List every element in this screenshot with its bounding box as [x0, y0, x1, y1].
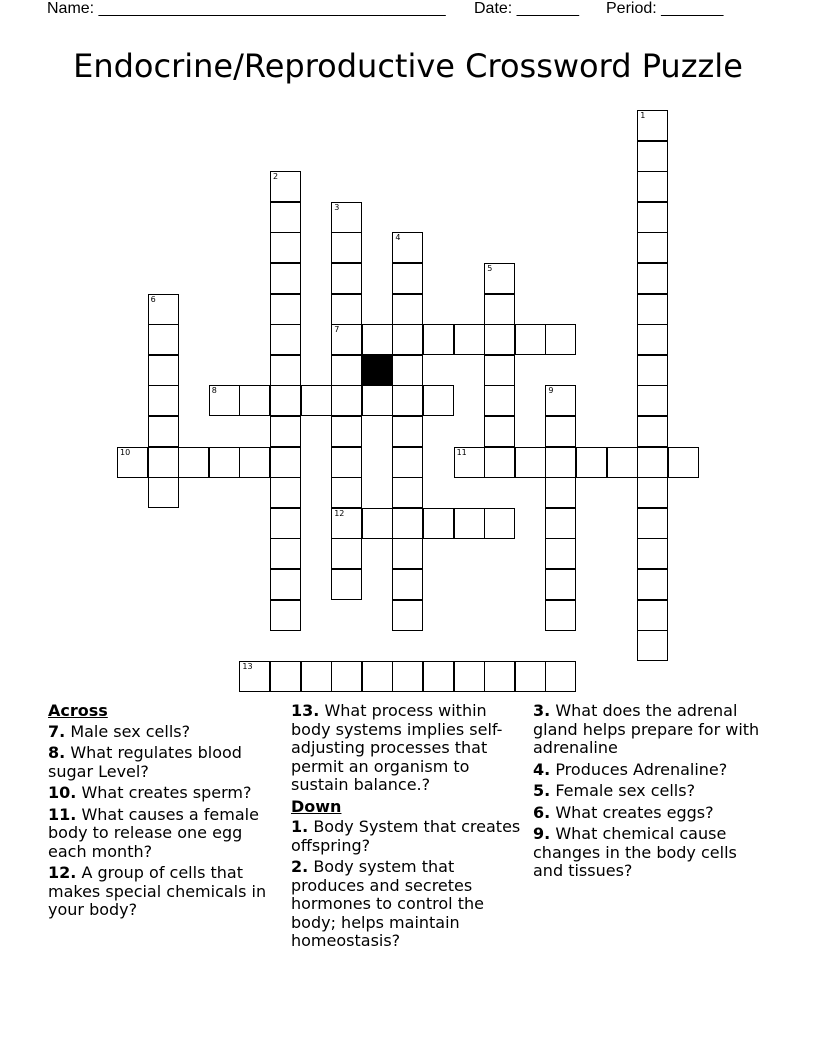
crossword-cell[interactable]: [515, 447, 546, 478]
crossword-cell[interactable]: [331, 385, 362, 416]
crossword-cell[interactable]: [484, 355, 515, 386]
crossword-cell[interactable]: [637, 355, 668, 386]
crossword-cell[interactable]: [392, 263, 423, 294]
crossword-cell[interactable]: [331, 324, 362, 355]
crossword-cell[interactable]: [148, 416, 179, 447]
cell-number: 3: [334, 202, 340, 212]
crossword-cell[interactable]: [515, 661, 546, 692]
crossword-cell[interactable]: [270, 263, 301, 294]
crossword-cell[interactable]: [239, 661, 270, 692]
crossword-cell[interactable]: [484, 447, 515, 478]
crossword-cell[interactable]: [331, 569, 362, 600]
crossword-cell[interactable]: [637, 538, 668, 569]
crossword-cell[interactable]: [576, 447, 607, 478]
crossword-cell[interactable]: [331, 263, 362, 294]
down-heading: Down: [291, 796, 342, 816]
crossword-cell[interactable]: [270, 477, 301, 508]
crossword-cell[interactable]: [484, 263, 515, 294]
cell-number: 13: [242, 661, 253, 671]
crossword-cell[interactable]: [392, 477, 423, 508]
crossword-cell[interactable]: [270, 355, 301, 386]
crossword-cell[interactable]: [117, 447, 148, 478]
crossword-cell[interactable]: [331, 538, 362, 569]
cell-number: 1: [640, 111, 646, 120]
crossword-cell[interactable]: [637, 110, 668, 141]
clue-down-4: 4. Produces Adrenaline?: [533, 759, 728, 779]
crossword-cell[interactable]: [637, 385, 668, 416]
crossword-cell[interactable]: [148, 324, 179, 355]
crossword-cell[interactable]: [392, 600, 423, 631]
cell-number: 4: [395, 233, 401, 243]
crossword-cell[interactable]: [209, 385, 240, 416]
crossword-cell[interactable]: [668, 447, 699, 478]
crossword-cell[interactable]: [392, 355, 423, 386]
crossword-cell[interactable]: [423, 324, 454, 355]
clue-across-8: 8. What regulates blood sugar Level?: [48, 743, 242, 781]
crossword-cell[interactable]: [392, 416, 423, 447]
crossword-cell[interactable]: [392, 385, 423, 416]
clue-down-5: 5. Female sex cells?: [533, 781, 696, 800]
clue-across-7: 7. Male sex cells?: [48, 721, 191, 741]
clues-column-1: [48, 702, 284, 923]
crossword-cell[interactable]: [637, 477, 668, 508]
crossword-cell[interactable]: [607, 447, 638, 478]
crossword-cell[interactable]: [637, 416, 668, 447]
crossword-cell[interactable]: [637, 263, 668, 294]
crossword-cell[interactable]: [270, 600, 301, 631]
crossword-cell[interactable]: [484, 416, 515, 447]
crossword-cell[interactable]: [270, 569, 301, 600]
crossword-cell[interactable]: [209, 447, 240, 478]
crossword-cell[interactable]: [362, 661, 393, 692]
crossword-cell[interactable]: [423, 661, 454, 692]
crossword-cell[interactable]: [637, 447, 668, 478]
cell-number: 12: [334, 508, 345, 518]
crossword-cell[interactable]: [392, 324, 423, 355]
crossword-cell[interactable]: [239, 447, 270, 478]
crossword-cell[interactable]: [484, 385, 515, 416]
period-field[interactable]: Period: _______: [606, 0, 724, 17]
crossword-cell[interactable]: [362, 324, 393, 355]
crossword-cell[interactable]: [392, 569, 423, 600]
crossword-cell[interactable]: [331, 294, 362, 325]
crossword-cell[interactable]: [392, 508, 423, 539]
crossword-cell[interactable]: [270, 232, 301, 263]
crossword-cell[interactable]: [331, 232, 362, 263]
crossword-cell[interactable]: [515, 324, 546, 355]
crossword-cell[interactable]: [637, 630, 668, 661]
crossword-cell[interactable]: [148, 447, 179, 478]
crossword-cell[interactable]: [637, 141, 668, 172]
crossword-cell[interactable]: [331, 477, 362, 508]
crossword-cell[interactable]: [148, 355, 179, 386]
crossword-cell[interactable]: [545, 416, 576, 447]
clue-down-2: 2. Body system that produces and secretes hormones to control the body; helps maintain homeostasis?: [291, 857, 484, 950]
clue-down-9: 9. What chemical cause changes in the body cells and tissues?: [533, 824, 737, 880]
crossword-cell[interactable]: [454, 661, 485, 692]
crossword-cell[interactable]: [637, 232, 668, 263]
crossword-cell[interactable]: [484, 661, 515, 692]
clue-across-12: 12. A group of cells that makes special chemicals in your body?: [48, 863, 267, 919]
cell-number: 2: [273, 172, 279, 182]
cell-number: 6: [150, 294, 156, 304]
cell-number: 5: [487, 264, 493, 273]
crossword-cell[interactable]: [270, 171, 301, 202]
clue-down-6: 6. What creates eggs?: [533, 802, 714, 822]
blocked-cell: [362, 355, 393, 386]
crossword-cell[interactable]: [545, 661, 576, 692]
crossword-cell[interactable]: [545, 600, 576, 631]
crossword-cell[interactable]: [545, 477, 576, 508]
crossword-cell[interactable]: [148, 385, 179, 416]
cell-number: 8: [211, 386, 217, 396]
crossword-cell[interactable]: [178, 447, 209, 478]
crossword-cell[interactable]: [423, 508, 454, 539]
crossword-cell[interactable]: [484, 508, 515, 539]
clue-across-11: 11. What causes a female body to release one egg each month?: [48, 804, 259, 861]
crossword-cell[interactable]: [270, 294, 301, 325]
crossword-cell[interactable]: [331, 447, 362, 478]
cell-number: 11: [456, 447, 467, 457]
crossword-cell[interactable]: [545, 447, 576, 478]
crossword-cell[interactable]: [392, 447, 423, 478]
crossword-cell[interactable]: [301, 385, 332, 416]
crossword-cell[interactable]: [637, 202, 668, 233]
crossword-cell[interactable]: [239, 385, 270, 416]
crossword-cell[interactable]: [545, 538, 576, 569]
crossword-cell[interactable]: [637, 294, 668, 325]
crossword-cell[interactable]: [637, 508, 668, 539]
crossword-cell[interactable]: [362, 385, 393, 416]
crossword-cell[interactable]: [331, 202, 362, 233]
crossword-cell[interactable]: [545, 324, 576, 355]
crossword-cell[interactable]: [637, 569, 668, 600]
clue-across-10: 10. What creates sperm?: [48, 783, 252, 802]
date-field[interactable]: Date: _______: [474, 0, 579, 17]
crossword-cell[interactable]: [148, 294, 179, 325]
crossword-cell[interactable]: [545, 385, 576, 416]
crossword-cell[interactable]: [270, 385, 301, 416]
crossword-cell[interactable]: [454, 508, 485, 539]
crossword-cell[interactable]: [148, 477, 179, 508]
crossword-cell[interactable]: [454, 324, 485, 355]
crossword-cell[interactable]: [270, 324, 301, 355]
crossword-cell[interactable]: [392, 661, 423, 692]
crossword-cell[interactable]: [270, 538, 301, 569]
cell-number: 10: [120, 447, 131, 457]
crossword-cell[interactable]: [392, 232, 423, 263]
cell-number: 7: [334, 325, 340, 335]
crossword-cell[interactable]: [331, 355, 362, 386]
crossword-cell[interactable]: [637, 600, 668, 631]
across-heading: Across: [48, 701, 108, 720]
crossword-cell[interactable]: [270, 447, 301, 478]
crossword-cell[interactable]: [362, 508, 393, 539]
crossword-cell[interactable]: [301, 661, 332, 692]
clues-column-3: [533, 702, 769, 884]
cell-number: 9: [548, 386, 554, 396]
crossword-cell[interactable]: [454, 447, 485, 478]
crossword-cell[interactable]: [484, 294, 515, 325]
clue-across-13: 13. What process within body systems implies self-adjusting processes that permit an organism to sustain balance.?: [291, 701, 503, 794]
crossword-cell[interactable]: [637, 324, 668, 355]
crossword-cell[interactable]: [270, 416, 301, 447]
crossword-cell[interactable]: [270, 661, 301, 692]
crossword-cell[interactable]: [637, 171, 668, 202]
crossword-cell[interactable]: [331, 416, 362, 447]
crossword-cell[interactable]: [270, 202, 301, 233]
crossword-cell[interactable]: [545, 508, 576, 539]
clues-column-2: [291, 702, 527, 954]
clue-down-1: 1. Body System that creates offspring?: [291, 817, 521, 855]
crossword-cell[interactable]: [331, 661, 362, 692]
crossword-cell[interactable]: [392, 294, 423, 325]
name-field[interactable]: Name: _______________________________________: [47, 0, 446, 17]
page-title: Endocrine/Reproductive Crossword Puzzle: [73, 47, 743, 85]
crossword-cell[interactable]: [392, 538, 423, 569]
crossword-cell[interactable]: [423, 385, 454, 416]
clue-down-3: 3. What does the adrenal gland helps prepare for with adrenaline: [533, 701, 760, 757]
crossword-cell[interactable]: [484, 324, 515, 355]
crossword-cell[interactable]: [270, 508, 301, 539]
crossword-cell[interactable]: [545, 569, 576, 600]
crossword-cell[interactable]: [331, 508, 362, 539]
